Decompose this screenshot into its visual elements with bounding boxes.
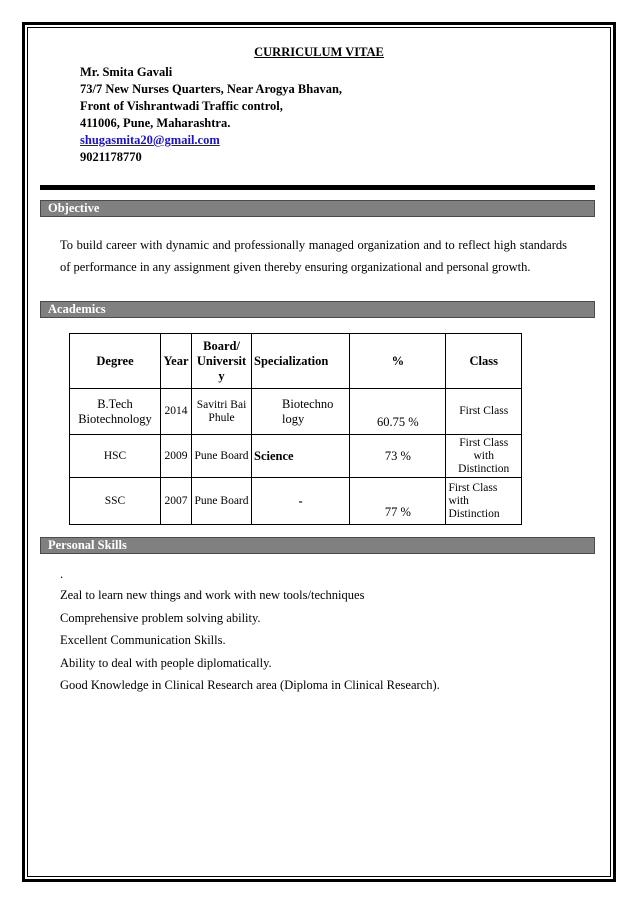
section-heading-academics: Academics: [40, 301, 595, 318]
header-board: Board/ Universit y: [192, 334, 252, 389]
skills-bullet-mark: .: [60, 567, 64, 581]
cell-class: First Class: [446, 389, 522, 435]
list-item: Comprehensive problem solving ability.: [60, 610, 261, 625]
header-year: Year: [161, 334, 192, 389]
header-specialization: Specialization: [252, 334, 350, 389]
table-row: [70, 435, 522, 478]
cell-specialization: Science: [252, 435, 350, 478]
header-degree: Degree: [70, 334, 161, 389]
header-percent: %: [350, 334, 446, 389]
cell-percent: 73 %: [350, 435, 446, 478]
objective-text: To build career with dynamic and professionally managed organization and to reflect high standards of performance in any assignment given thereby ensuring organizational and personal growth.: [60, 238, 567, 274]
table-row: [70, 389, 522, 435]
header-divider: [40, 185, 595, 190]
cell-specialization: -: [252, 478, 350, 525]
cell-degree: SSC: [70, 478, 161, 525]
cell-class: First Class with Distinction: [446, 435, 522, 478]
contact-email-link[interactable]: shugasmita20@gmail.com: [80, 133, 220, 147]
academics-table: [69, 333, 522, 525]
section-heading-objective: Objective: [40, 200, 595, 217]
section-heading-personal-skills: Personal Skills: [40, 537, 595, 554]
contact-address-line2: Front of Vishrantwadi Traffic control,: [80, 99, 283, 113]
cell-specialization: Biotechno logy: [252, 389, 350, 435]
cell-year: 2014: [161, 389, 192, 435]
cell-year: 2007: [161, 478, 192, 525]
contact-address-line1: 73/7 New Nurses Quarters, Near Arogya Bhavan,: [80, 82, 343, 96]
list-item: Excellent Communication Skills.: [60, 633, 226, 647]
contact-block: [80, 64, 342, 166]
list-item: Ability to deal with people diplomatically.: [60, 655, 272, 670]
cell-degree: B.Tech Biotechnology: [70, 389, 161, 435]
cell-board: Savitri Bai Phule: [192, 389, 252, 435]
skills-list: [60, 564, 440, 697]
cell-percent: 60.75 %: [350, 389, 446, 435]
document-title: CURRICULUM VITAE: [254, 45, 384, 59]
list-item: Zeal to learn new things and work with new tools/techniques: [60, 588, 365, 602]
cell-board: Pune Board: [192, 435, 252, 478]
header-class: Class: [446, 334, 522, 389]
contact-phone: 9021178770: [80, 150, 142, 164]
contact-address-line3: 411006, Pune, Maharashtra.: [80, 116, 231, 130]
contact-name: Mr. Smita Gavali: [80, 65, 173, 79]
cell-year: 2009: [161, 435, 192, 478]
cell-percent: 77 %: [350, 478, 446, 525]
cell-degree: HSC: [70, 435, 161, 478]
list-item: Good Knowledge in Clinical Research area (Diploma in Clinical Research).: [60, 678, 440, 692]
cell-board: Pune Board: [192, 478, 252, 525]
cell-class: First Class with Distinction: [446, 478, 522, 525]
table-header-row: [70, 334, 522, 389]
table-row: [70, 478, 522, 525]
